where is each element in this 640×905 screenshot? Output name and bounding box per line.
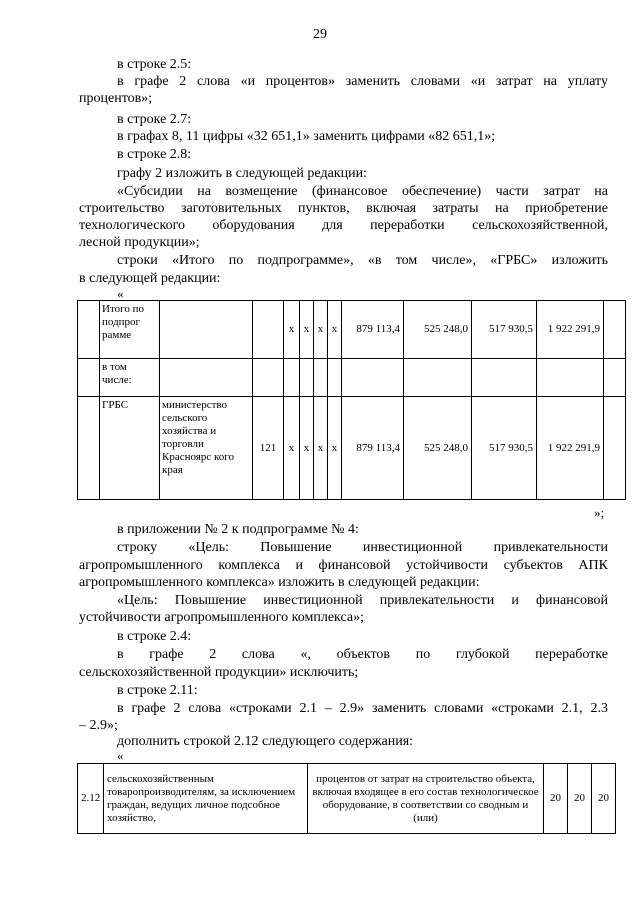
text-line: лесной продукции»; <box>79 235 200 250</box>
table-cell: сельскохозяйственным товаропроизводителям, за исключением граждан, ведущих личное подсобное хозяйство, <box>104 764 308 834</box>
table-cell <box>604 359 626 397</box>
table-cell <box>78 397 100 500</box>
row-label-including: в том числе: <box>100 359 160 397</box>
text-line: графу 2 изложить в следующей редакции: <box>117 166 367 181</box>
table-cell <box>160 359 253 397</box>
row-number: 2.12 <box>78 764 104 834</box>
text-line: в строке 2.7: <box>117 112 192 127</box>
quote-close: »; <box>594 505 605 520</box>
table-cell <box>78 359 100 397</box>
quote-open: « <box>117 286 124 301</box>
table-cell: 879 113,4 <box>342 301 404 359</box>
row-label-total: Итого по подпрог рамме <box>100 301 160 359</box>
table-cell <box>604 397 626 500</box>
table-cell <box>328 359 342 397</box>
text-line: в приложении № 2 к подпрограмме № 4: <box>117 522 359 537</box>
table-cell: 20 <box>544 764 568 834</box>
table-cell <box>253 301 284 359</box>
subprogram-total-table <box>77 300 626 500</box>
row-2-12-table <box>77 763 616 834</box>
quote-open: « <box>117 748 124 763</box>
table-cell: 525 248,0 <box>404 301 472 359</box>
table-cell: 517 930,5 <box>472 301 537 359</box>
text-line: агропромышленного комплекса» изложить в следующей редакции: <box>79 575 480 590</box>
table-cell <box>284 359 300 397</box>
table-cell: 1 922 291,9 <box>537 397 604 500</box>
text-line: строительство заготовительных пунктов, включая затраты на приобретение <box>79 201 608 216</box>
table-cell: процентов от затрат на строительство объекта, включая входящее в его состав технологическое оборудование, в соответствии со сводным и (или) <box>308 764 544 834</box>
table-cell: х <box>328 301 342 359</box>
table-cell: х <box>284 301 300 359</box>
table-cell: 20 <box>568 764 592 834</box>
text-line: «Субсидии на возмещение (финансовое обеспечение) части затрат на <box>117 184 608 199</box>
text-line: в строке 2.11: <box>117 683 198 698</box>
ministry-name: министерство сельского хозяйства и торговли Красноярс кого края <box>160 397 253 500</box>
table-cell <box>160 301 253 359</box>
table-cell <box>314 359 328 397</box>
table-cell: 121 <box>253 397 284 500</box>
table-row <box>78 359 626 397</box>
text-line: – 2.9»; <box>79 718 118 733</box>
text-line: устойчивости агропромышленного комплекса»; <box>79 610 364 625</box>
table-cell: 879 113,4 <box>342 397 404 500</box>
table-row <box>78 301 626 359</box>
table-cell <box>78 301 100 359</box>
table-cell <box>253 359 284 397</box>
text-line: в следующей редакции: <box>79 271 221 286</box>
table-cell: х <box>328 397 342 500</box>
table-cell <box>300 359 314 397</box>
text-line: «Цель: Повышение инвестиционной привлекательности и финансовой <box>117 593 608 608</box>
table-cell <box>404 359 472 397</box>
text-line: агропромышленного комплекса и финансовой устойчивости субъектов АПК <box>79 558 608 573</box>
text-line: в строке 2.5: <box>117 57 192 72</box>
table-cell: х <box>314 397 328 500</box>
table-cell <box>537 359 604 397</box>
table-cell: х <box>300 397 314 500</box>
page-number: 29 <box>313 27 327 42</box>
text-line: в графе 2 слова «строками 2.1 – 2.9» заменить словами «строками 2.1, 2.3 <box>117 701 608 716</box>
text-line: сельскохозяйственной продукции» исключить; <box>79 665 359 680</box>
table-cell <box>472 359 537 397</box>
table-cell: 20 <box>592 764 616 834</box>
text-line: в графах 8, 11 цифры «32 651,1» заменить цифрами «82 651,1»; <box>117 129 496 144</box>
text-line: дополнить строкой 2.12 следующего содержания: <box>117 734 414 749</box>
table-cell: 1 922 291,9 <box>537 301 604 359</box>
table-cell: х <box>284 397 300 500</box>
text-line: строку «Цель: Повышение инвестиционной привлекательности <box>117 540 608 555</box>
table-row <box>78 397 626 500</box>
row-label-grbs: ГРБС <box>100 397 160 500</box>
table-cell <box>604 301 626 359</box>
table-cell <box>342 359 404 397</box>
text-line: в графе 2 слова «, объектов по глубокой переработке <box>117 647 608 662</box>
text-line: в строке 2.4: <box>117 629 192 644</box>
table-cell: 517 930,5 <box>472 397 537 500</box>
text-line: строки «Итого по подпрограмме», «в том числе», «ГРБС» изложить <box>117 253 608 268</box>
text-line: процентов»; <box>79 91 153 106</box>
table-row <box>78 764 616 834</box>
text-line: в графе 2 слова «и процентов» заменить словами «и затрат на уплату <box>117 74 608 89</box>
table-cell: х <box>300 301 314 359</box>
text-line: технологического оборудования для переработки сельскохозяйственной, <box>79 218 608 233</box>
table-cell: х <box>314 301 328 359</box>
text-line: в строке 2.8: <box>117 147 192 162</box>
table-cell: 525 248,0 <box>404 397 472 500</box>
